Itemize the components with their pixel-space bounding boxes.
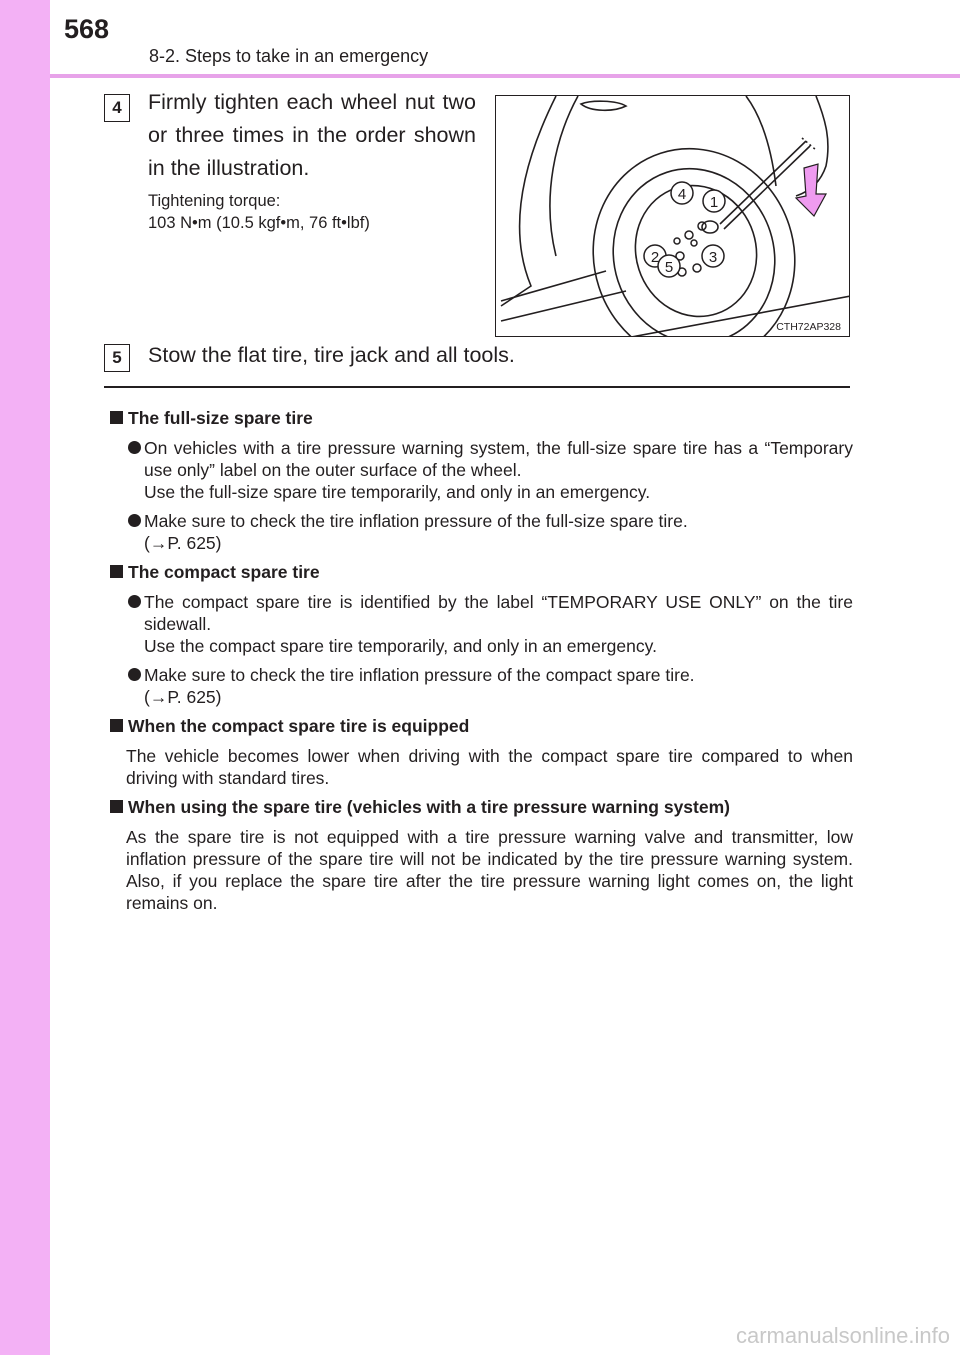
square-bullet-icon xyxy=(110,565,123,578)
square-bullet-icon xyxy=(110,800,123,813)
nut-order-4: 4 xyxy=(677,186,687,203)
nut-order-5: 5 xyxy=(664,259,674,276)
nut-order-3: 3 xyxy=(708,249,718,266)
rotation-arrow xyxy=(796,164,826,216)
note-paragraph: The vehicle becomes lower when driving with the compact spare tire compared to when driving with standard tires. xyxy=(126,746,853,788)
bullet-icon xyxy=(128,514,141,527)
torque-value: 103 N•m (10.5 kgf•m, 76 ft•lbf) xyxy=(148,214,370,232)
square-bullet-icon xyxy=(110,411,123,424)
bullet-icon xyxy=(128,441,141,454)
step-5-badge: 5 xyxy=(104,344,130,372)
list-item: Make sure to check the tire inflation pressure of the full-size spare tire. (→P. 625) xyxy=(108,510,853,554)
tightening-torque xyxy=(148,190,468,234)
step-4-instruction: Firmly tighten each wheel nut two or three times in the order shown in the illustration. xyxy=(148,90,476,180)
note-title: The compact spare tire xyxy=(108,560,853,584)
wheel-nut-order-illustration xyxy=(495,95,850,337)
note-title: When the compact spare tire is equipped xyxy=(108,714,853,738)
nut-order-1: 1 xyxy=(709,194,719,211)
watermark: carmanualsonline.info xyxy=(735,1323,950,1348)
square-bullet-icon xyxy=(110,719,123,732)
step-4-badge: 4 xyxy=(104,94,130,122)
torque-label: Tightening torque: xyxy=(148,192,281,210)
list-item: The compact spare tire is identified by the label “TEMPORARY USE ONLY” on the tire sidewall. Use the compact spare tire temporarily, and only in an emergency. xyxy=(108,591,853,657)
page-number: 568 xyxy=(64,14,110,44)
section-divider xyxy=(104,386,850,388)
side-color-band xyxy=(0,0,50,1355)
note-title: When using the spare tire (vehicles with a tire pressure warning system) xyxy=(108,795,853,819)
section-title: 8-2. Steps to take in an emergency xyxy=(149,46,429,66)
header-rule xyxy=(50,74,960,78)
list-item: On vehicles with a tire pressure warning system, the full-size spare tire has a “Temporary use only” label on the outer surface of the wheel. Use the full-size spare tire temporarily, and only in an emergency. xyxy=(108,437,853,503)
wheel-drawing xyxy=(496,96,850,337)
note-title: The full-size spare tire xyxy=(108,406,853,430)
nut-order-2: 2 xyxy=(650,249,660,266)
note-paragraph: As the spare tire is not equipped with a tire pressure warning valve and transmitter, low inflation pressure of the spare tire will not be indicated by the tire pressure warning system. Also, if you replace the spare tire after the tire pressure warning light comes on, the light remains on. xyxy=(126,827,853,913)
bullet-icon xyxy=(128,595,141,608)
step-5-instruction: Stow the flat tire, tire jack and all tools. xyxy=(148,343,515,367)
bullet-icon xyxy=(128,668,141,681)
list-item: Make sure to check the tire inflation pressure of the compact spare tire. (→P. 625) xyxy=(108,664,853,708)
notes-section xyxy=(108,400,853,914)
illustration-code: CTH72AP328 xyxy=(776,321,841,333)
